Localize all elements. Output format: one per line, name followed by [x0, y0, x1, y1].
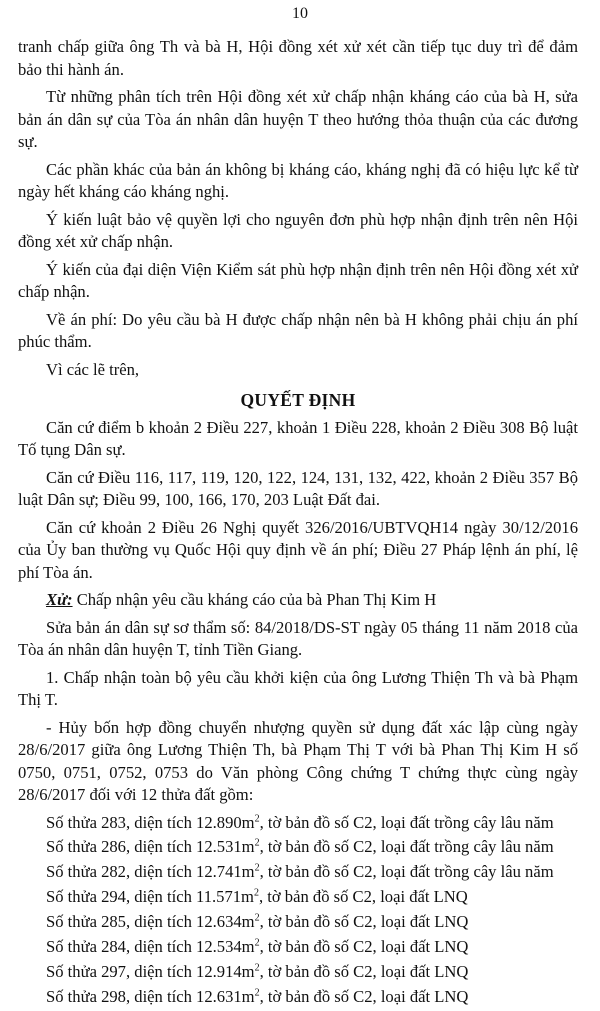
- paragraph-court-fee: Về án phí: Do yêu cầu bà H được chấp nhận nên bà H không phải chịu án phí phúc thẩm.: [18, 309, 578, 351]
- paragraph-continuation: tranh chấp giữa ông Th và bà H, Hội đồng xét xử xét cần tiếp tục duy trì để đảm bảo thi hành án.: [18, 37, 578, 79]
- decision-basis-resolution: Căn cứ khoản 2 Điều 26 Nghị quyết 326/2016/UBTVQH14 ngày 30/12/2016 của Ủy ban thường vụ Quốc Hội quy định về án phí; Điều 27 Pháp lệnh án phí, lệ phí Tòa án.: [18, 517, 578, 582]
- decision-heading: QUYẾT ĐỊNH: [240, 390, 356, 410]
- decision-item-1: 1. Chấp nhận toàn bộ yêu cầu khởi kiện của ông Lương Thiện Th và bà Phạm Thị T.: [18, 667, 578, 709]
- paragraph-procuracy-opinion: Ý kiến của đại diện Viện Kiểm sát phù hợp nhận định trên nên Hội đồng xét xử chấp nhận.: [18, 259, 578, 301]
- ruling-label: Xử:: [46, 590, 73, 609]
- plot-item: Số thửa 285, diện tích $12.634m^2$, tờ bản đồ số C2, loại đất LNQ: [46, 912, 469, 932]
- decision-amend: Sửa bản án dân sự sơ thẩm số: 84/2018/DS-ST ngày 05 tháng 11 năm 2018 của Tòa án nhân dân huyện T, tỉnh Tiền Giang.: [18, 617, 578, 659]
- plot-item: Số thửa 284, diện tích $12.534m^2$, tờ bản đồ số C2, loại đất LNQ: [46, 936, 469, 956]
- plot-item: Số thửa 282, diện tích $12.741m^2$, tờ bản đồ số C2, loại đất trồng cây lâu năm: [46, 862, 554, 882]
- ruling-text: Chấp nhận yêu cầu kháng cáo của bà Phan Thị Kim H: [72, 590, 437, 609]
- plot-list: [18, 812, 578, 1009]
- plot-item: Số thửa 286, diện tích $12.531m^2$, tờ bản đồ số C2, loại đất trồng cây lâu năm: [46, 837, 554, 857]
- plot-item: Số thửa 297, diện tích $12.914m^2$, tờ bản đồ số C2, loại đất LNQ: [46, 961, 469, 981]
- paragraph-analysis: Từ những phân tích trên Hội đồng xét xử chấp nhận kháng cáo của bà H, sửa bản án dân sự của Tòa án nhân dân huyện T theo hướng thỏa thuận của các đương sự.: [18, 87, 578, 151]
- plot-item: Số thửa 298, diện tích $12.631m^2$, tờ bản đồ số C2, loại đất LNQ: [46, 986, 469, 1006]
- page-number: 10: [292, 5, 308, 22]
- document-body: [18, 36, 578, 1011]
- paragraph-other-parts: Các phần khác của bản án không bị kháng cáo, kháng nghị đã có hiệu lực kể từ ngày hết kháng cáo kháng nghị.: [18, 159, 578, 201]
- plot-item: Số thửa 283, diện tích $12.890m^2$, tờ bản đồ số C2, loại đất trồng cây lâu năm: [46, 812, 554, 832]
- paragraph-therefore: Vì các lẽ trên,: [46, 359, 140, 379]
- decision-basis-civil-code: Căn cứ Điều 116, 117, 119, 120, 122, 124, 131, 132, 422, khoản 2 Điều 357 Bộ luật Dân sự; Điều 99, 100, 166, 170, 203 Luật Đất đai.: [18, 467, 578, 509]
- paragraph-lawyer-opinion: Ý kiến luật bảo vệ quyền lợi cho nguyên đơn phù hợp nhận định trên nên Hội đồng xét xử chấp nhận.: [18, 209, 578, 251]
- plot-item: Số thửa 294, diện tích $11.571m^2$, tờ bản đồ số C2, loại đất LNQ: [46, 887, 468, 907]
- decision-cancel-contracts: - Hủy bốn hợp đồng chuyển nhượng quyền sử dụng đất xác lập cùng ngày 28/6/2017 giữa ông Lương Thiện Th, bà Phạm Thị T với bà Phan Thị Kim H số 0750, 0751, 0752, 0753 do Văn phòng Công chứng T chứng thực cùng ngày 28/6/2017 đối với 12 thửa đất gồm:: [18, 717, 578, 804]
- decision-ruling: [18, 589, 578, 612]
- decision-basis-procedure: Căn cứ điểm b khoản 2 Điều 227, khoản 1 Điều 228, khoản 2 Điều 308 Bộ luật Tố tụng Dân sự.: [18, 417, 578, 459]
